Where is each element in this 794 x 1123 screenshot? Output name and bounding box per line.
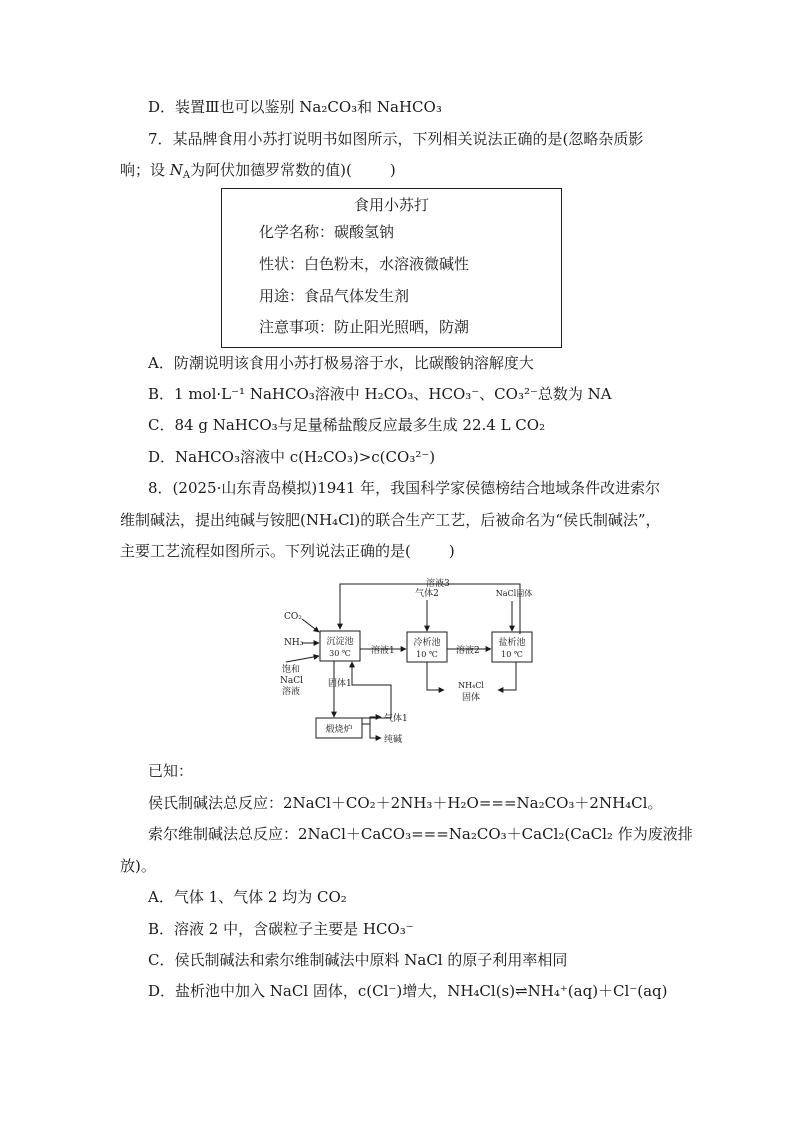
flow-label-solution1: 溶液1 — [371, 646, 395, 656]
co2-feed-arrow — [302, 619, 319, 632]
flow-label-gas1: 气体1 — [384, 714, 408, 724]
q8-stem-line2: 维制碱法，提出纯碱与铵肥(NH₄Cl)的联合生产工艺，后被命名为“侯氏制碱法”， — [120, 511, 661, 529]
label-properties: 性状：白色粉末，水溶液微碱性 — [259, 255, 470, 273]
q7-stem-part-c: ) — [389, 161, 396, 179]
q7-stem-part-b: 为阿伏加德罗常数的值)( — [190, 161, 352, 179]
q8-hou-reaction: 侯氏制碱法总反应：2NaCl＋CO₂＋2NH₃＋H₂O===Na₂CO₃＋2NH₄Cl。 — [148, 794, 663, 812]
process-flow-diagram — [276, 572, 566, 750]
flow-label-co2: CO₂ — [284, 612, 302, 622]
q8-stem-line1: 8．(2025·山东青岛模拟)1941 年，我国科学家侯德榜结合地域条件改进索尔 — [148, 479, 661, 497]
gas1-recycle-arrow — [352, 662, 391, 718]
flow-label-solution3: 溶液3 — [426, 579, 450, 589]
cooling-nh4cl-outlet — [427, 662, 444, 690]
label-title: 食用小苏打 — [353, 196, 429, 214]
flow-label-furnace: 煅烧炉 — [325, 725, 353, 735]
flow-label-solution2: 溶液2 — [456, 646, 480, 656]
q7-option-d: D．NaHCO₃溶液中 c(H₂CO₃)>c(CO₃²⁻) — [148, 448, 436, 466]
salting-nh4cl-outlet — [498, 662, 516, 690]
flow-label-solid1: 固体1 — [328, 679, 352, 689]
avogadro-symbol: N — [169, 161, 183, 179]
q7-option-c: C．84 g NaHCO₃与足量稀盐酸反应最多生成 22.4 L CO₂ — [148, 416, 546, 434]
q8-option-b: B．溶液 2 中，含碳粒子主要是 HCO₃⁻ — [148, 920, 414, 938]
flow-label-settling-temp: 30 ℃ — [329, 649, 351, 658]
flow-label-salting-temp: 10 ℃ — [501, 650, 523, 659]
flow-label-cooling-temp: 10 ℃ — [416, 650, 438, 659]
q7-stem-line1: 7．某品牌食用小苏打说明书如图所示，下列相关说法正确的是(忽略杂质影 — [148, 130, 644, 148]
flow-label-gas2: 气体2 — [415, 589, 439, 599]
q8-option-a: A．气体 1、气体 2 均为 CO₂ — [148, 888, 347, 906]
q8-stem-part-b: ) — [448, 542, 455, 560]
q7-option-b: B．1 mol·L⁻¹ NaHCO₃溶液中 H₂CO₃、HCO₃⁻、CO₃²⁻总数为 NA — [148, 385, 612, 403]
q7-stem-line2 — [120, 160, 396, 180]
q7-stem-part-a: 响；设 — [120, 161, 170, 179]
flow-label-brine-2: NaCl — [280, 676, 304, 686]
label-chemical-name: 化学名称：碳酸氢钠 — [259, 223, 395, 241]
flow-label-settling-tank: 沉淀池 — [326, 637, 354, 647]
flow-label-salting-tank: 盐析池 — [498, 638, 526, 648]
q8-option-c: C．侯氏制碱法和索尔维制碱法中原料 NaCl 的原子利用率相同 — [148, 951, 568, 969]
flow-label-brine-3: 溶液 — [282, 687, 301, 697]
label-precautions: 注意事项：防止阳光照晒，防潮 — [259, 318, 470, 336]
brine-feed-arrow — [286, 656, 319, 662]
q7-option-a: A．防潮说明该食用小苏打极易溶于水，比碳酸钠溶解度大 — [148, 354, 534, 372]
q8-option-d: D．盐析池中加入 NaCl 固体，c(Cl⁻)增大，NH₄Cl(s)⇌NH₄⁺(aq)＋Cl⁻(aq) — [148, 982, 668, 1000]
q8-solvay-line1: 索尔维制碱法总反应：2NaCl＋CaCO₃===Na₂CO₃＋CaCl₂(CaCl₂ 作为废液排 — [148, 825, 693, 843]
flow-label-nacl-solid: NaCl固体 — [495, 589, 533, 598]
flow-label-cooling-tank: 冷析池 — [413, 638, 441, 648]
soda-output-arrow — [370, 724, 381, 738]
flow-label-soda: 纯碱 — [384, 735, 403, 745]
q8-stem-line3 — [120, 541, 455, 561]
q6-option-d: D．装置Ⅲ也可以鉴别 Na₂CO₃和 NaHCO₃ — [148, 98, 442, 116]
flow-label-brine-1: 饱和 — [282, 665, 301, 675]
flow-label-nh4cl-1: NH₄Cl — [458, 681, 484, 690]
q8-known: 已知： — [148, 762, 194, 780]
q8-stem-part-a: 主要工艺流程如图所示。下列说法正确的是( — [120, 542, 411, 560]
label-usage: 用途：食品气体发生剂 — [259, 287, 410, 305]
flow-label-nh4cl-2: 固体 — [461, 693, 481, 703]
avogadro-subscript: A — [182, 170, 191, 181]
flow-label-nh3: NH₃ — [284, 638, 304, 648]
q8-solvay-line2: 放)。 — [120, 857, 156, 875]
product-label-box — [221, 188, 562, 348]
